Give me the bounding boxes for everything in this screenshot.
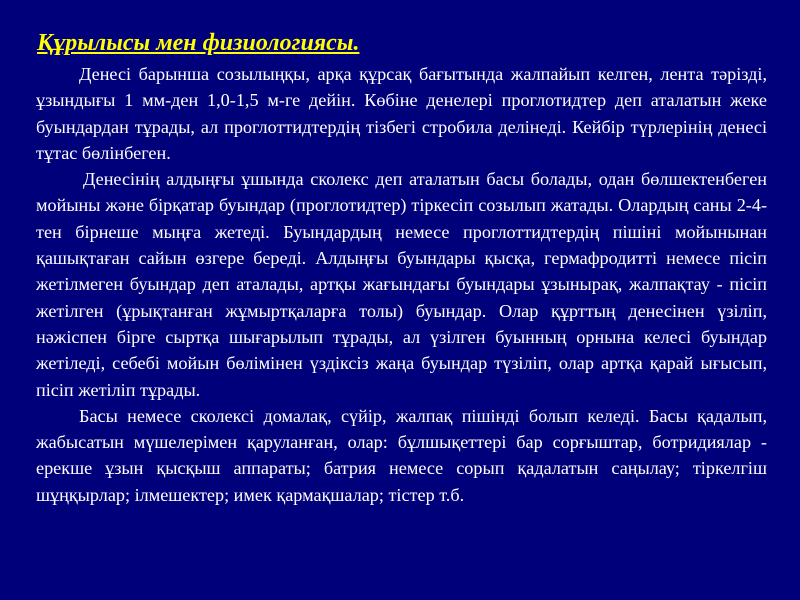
paragraph-scolex-segments: Денесінің алдыңғы ұшында сколекс деп аталатын басы болады, одан бөлшектенбеген мойыны және бірқатар буындар (проглотидтер) тіркесіп созылып жатады. Олардың саны 2-4-тен бірнеше мыңға жетеді. Буындардың немесе проглоттидтердің пішіні мойынынан қашықтаған сайын өзгере береді. Алдыңғы буындары қысқа, гермафродитті немесе пісіп жетілмеген буындар деп аталады, артқы жағындағы буындары ұзынырақ, жалпақтау - пісіп жетілген (ұрықтанған жұмыртқаларға толы) буындар. Олар құрттың денесінен үзіліп, нәжіспен бірге сыртқа шығарылып тұрады, ал үзілген буынның орнына келесі буындар жетіледі, себебі мойын бөлімінен үздіксіз жаңа буындар түзіліп, олар артқа қарай ығысып, пісіп жетіліп тұрады. <box>36 169 767 400</box>
slide-title: Құрылысы мен физиологиясы. <box>37 30 360 56</box>
paragraph-head-organs: Басы немесе сколексі домалақ, сүйір, жалпақ пішінді болып келеді. Басы қадалып, жабысатын мүшелерімен қаруланған, олар: бұлшықеттері бар сорғыштар, ботридиялар - ерекше ұзын қысқыш аппараты; батрия немесе сорып қадалатын саңылау; тіркелгіш шұңқырлар; ілмешектер; имек қармақшалар; тістер т.б. <box>36 405 767 505</box>
paragraph-structure: Денесі барынша созылыңқы, арқа құрсақ бағытында жалпайып келген, лента тәрізді, ұзындығы 1 мм-ден 1,0-1,5 м-ге дейін. Көбіне денелері проглотидтер деп аталатын жеке буындардан тұрады, ал проглоттидтердің тізбегі стробила делінеді. Кейбір түрлерінің денесі тұтас бөлінбеген. <box>36 64 767 163</box>
slide-body <box>36 61 767 508</box>
